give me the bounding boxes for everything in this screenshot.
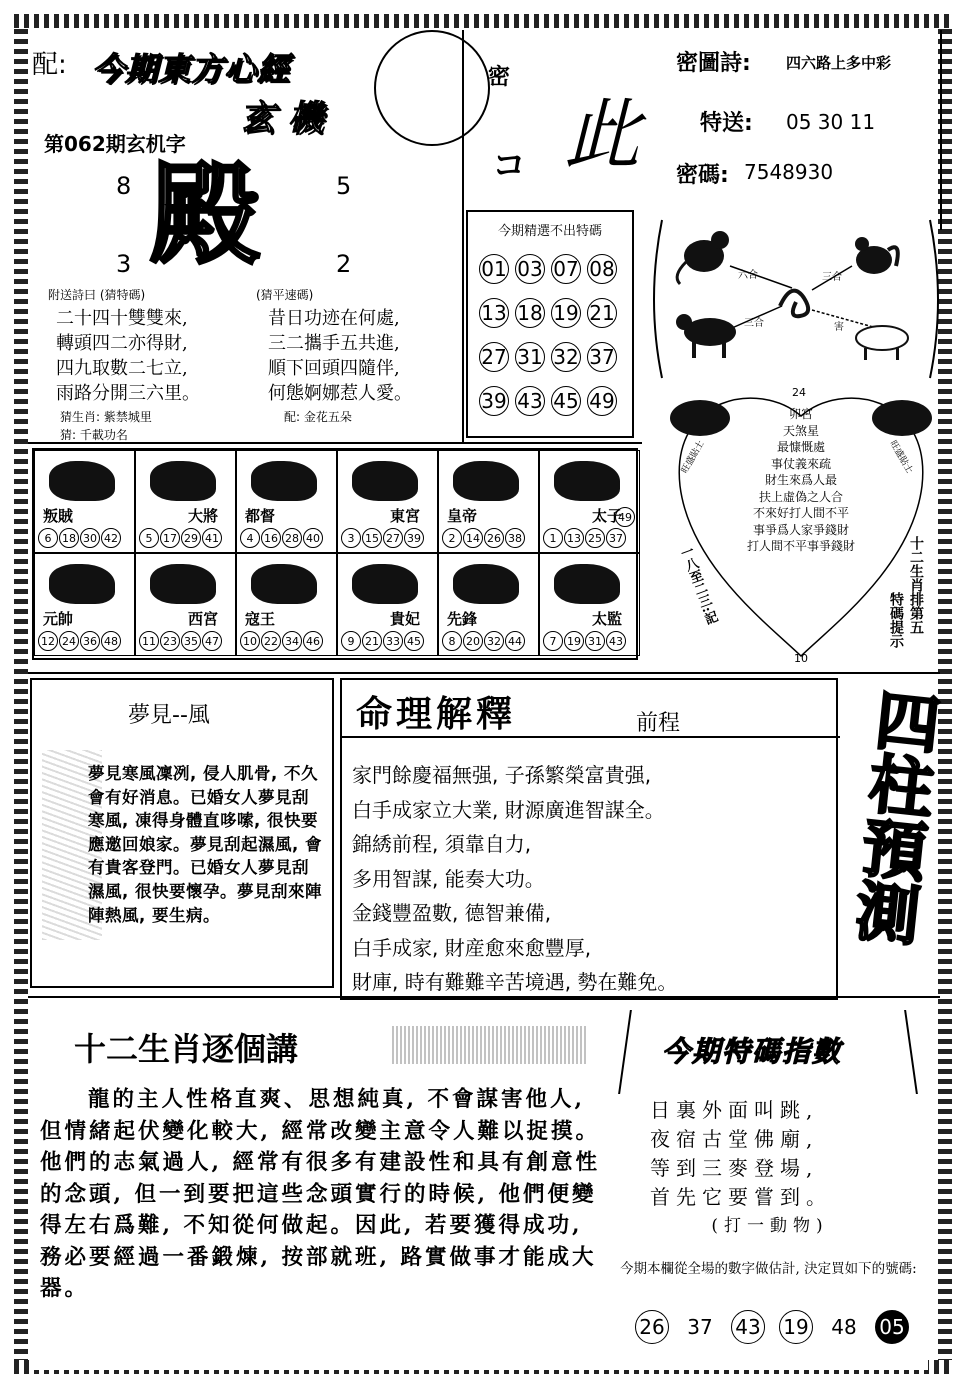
left-guess: 猜生肖: 紫禁城里 [60, 410, 152, 424]
left-poem-title: 附送詩曰 (猜特碼) [48, 288, 146, 302]
pick-number: 37 [587, 342, 617, 372]
zodiac-number: 30 [80, 528, 100, 548]
pick-number: 08 [587, 254, 617, 284]
zodiac-cell [34, 450, 135, 553]
fate-box [340, 678, 838, 1000]
zodiac-name: 先鋒 [447, 610, 478, 628]
zodiac-number: 22 [261, 631, 281, 651]
zodiac-numbers [38, 528, 121, 548]
zodiac-number: 15 [362, 528, 382, 548]
fate-line: 錦綉前程, 須靠自力, [352, 832, 532, 856]
liuhe-label: 六合 [738, 270, 758, 281]
riddle-line: 日裏外面叫跳, [650, 1098, 819, 1122]
zodiac-number: 20 [463, 631, 483, 651]
pick-number: 27 [479, 342, 509, 372]
pick-number: 49 [587, 386, 617, 416]
monkey-icon [251, 564, 317, 604]
dream-text: 夢見寒風凜冽, 侵人肌骨, 不久會有好消息。已婚女人夢見刮寒風, 凍得身體直哆嗦, 很快要應邀回娘家。夢見刮起濕風, 會有貴客登門。已婚女人夢見刮濕風, 很快要懷孕。夢見刮來陣陣熱風, 要生病。 [88, 764, 323, 925]
tip-lines [716, 406, 886, 555]
fate-title-rule [342, 736, 840, 738]
dog-icon [453, 564, 519, 604]
monkey-icon [677, 231, 729, 284]
right-poem [268, 306, 412, 406]
tip-line: 財生來爲人最 [764, 473, 837, 487]
zodiac-cell [135, 553, 236, 656]
zodiac-name: 太監 [592, 610, 623, 628]
pick-number: 13 [479, 298, 509, 328]
corner-number: 8 [116, 172, 132, 200]
vertical-divider [462, 30, 464, 442]
index-number: 19 [779, 1310, 813, 1344]
zodiac-numbers [240, 631, 323, 651]
snake-icon [780, 291, 808, 317]
zodiac-number: 40 [303, 528, 323, 548]
code-label: 密碼: [676, 163, 729, 188]
riddle [650, 1096, 890, 1241]
zodiac-numbers [139, 631, 222, 651]
poem-line: 雨路分開三六里。 [56, 383, 200, 404]
rooster-icon [352, 564, 418, 604]
fate-title: 命理解釋 [356, 694, 517, 735]
fate-line: 白手成家, 財産愈來愈豐厚, [352, 935, 592, 960]
zodiac-number: 43 [606, 631, 626, 651]
zodiac-number: 11 [139, 631, 159, 651]
left-poem [56, 306, 200, 406]
ox-icon [676, 314, 736, 358]
tip-side-left: 旺盛貼士 [679, 439, 707, 476]
grass-icon [618, 1010, 652, 1094]
zodiac-name: 都督 [245, 507, 276, 525]
zodiac-number: 16 [261, 528, 281, 548]
zodiac-number: 26 [484, 528, 504, 548]
dream-title: 夢見--風 [128, 703, 210, 728]
zodiac-cell [438, 450, 539, 553]
zodiac-number: 28 [282, 528, 302, 548]
picks-title: 今期精選不出特碼 [497, 224, 602, 239]
corner-number: 3 [116, 250, 132, 278]
picks-grid [478, 254, 624, 416]
section-rule-2 [28, 996, 940, 998]
zodiac-number: 36 [80, 631, 100, 651]
sanhe-label: 三合 [822, 272, 842, 283]
zodiac-name: 叛賊 [43, 507, 74, 525]
index-number: 37 [687, 1315, 713, 1339]
index-number: 05 [875, 1310, 909, 1344]
script-character: 此 [564, 90, 640, 179]
zodiac-number: 32 [484, 631, 504, 651]
pick-number: 45 [551, 386, 581, 416]
ox-icon [150, 461, 216, 501]
zodiac-number: 29 [181, 528, 201, 548]
riddle-character: 殿 [150, 150, 260, 279]
tiger-icon [251, 461, 317, 501]
zodiac-number: 24 [59, 631, 79, 651]
index-numbers [634, 1310, 910, 1344]
zodiac-number: 7 [543, 631, 563, 651]
story-title: 十二生肖逐個講 [74, 1030, 299, 1068]
poem-line: 轉頭四二亦得財, [56, 333, 188, 354]
index-number: 48 [831, 1315, 857, 1339]
zodiac-number: 37 [606, 528, 626, 548]
rooster-icon [855, 237, 898, 274]
bottom-rule [28, 442, 642, 444]
zodiac-number: 5 [139, 528, 159, 548]
zodiac-numbers [38, 631, 121, 651]
zodiac-number: 17 [160, 528, 180, 548]
zodiac-number: 8 [442, 631, 462, 651]
zodiac-numbers [240, 528, 323, 548]
index-box [614, 1010, 928, 1370]
zodiac-cell [539, 450, 640, 553]
zodiac-name: 大將 [188, 507, 219, 525]
riddle-line: 首先它要嘗到。 [650, 1185, 832, 1209]
secret-circle [374, 30, 490, 146]
zodiac-name: 寇王 [245, 610, 276, 628]
snake-icon [554, 461, 620, 501]
riddle-line: 等到三麥登場, [650, 1156, 819, 1180]
zodiac-name: 皇帝 [447, 507, 478, 525]
horse-icon [49, 564, 115, 604]
poem-label: 密圖詩: [676, 51, 751, 76]
poem-text: 四六路上多中彩 [786, 54, 892, 72]
zodiac-cell [135, 450, 236, 553]
zodiac-number: 3 [341, 528, 361, 548]
zodiac-number: 48 [101, 631, 121, 651]
relations-svg [652, 210, 940, 388]
zodiac-cell [438, 553, 539, 656]
zodiac-name: 東宮 [390, 507, 421, 525]
zodiac-number: 12 [38, 631, 58, 651]
tip-vertical-right-2: 特碼提示 [888, 592, 904, 648]
zodiac-cell [337, 553, 438, 656]
zodiac-numbers [341, 528, 424, 548]
zodiac-number: 35 [181, 631, 201, 651]
tip-bottom-num: 10 [794, 652, 808, 665]
zodiac-number: 4 [240, 528, 260, 548]
poem-line: 昔日功迹在何處, [268, 308, 400, 329]
pig-icon [554, 564, 620, 604]
picks-box [466, 210, 634, 438]
index-title: 今期特碼指數 [662, 1035, 843, 1068]
zodiac-numbers [442, 631, 525, 651]
top-right-rule [940, 30, 942, 230]
hai-label: 害 [834, 322, 844, 333]
zodiac-cell [539, 553, 640, 656]
zodiac-number: 45 [404, 631, 424, 651]
poem-line: 何態婀娜惹人愛。 [268, 383, 412, 404]
right-poem-title: (猜平速碼) [256, 288, 314, 302]
right-guess: 配: 金花五朵 [284, 410, 352, 424]
tip-vertical-right: 十二生肖排第五 [908, 536, 924, 634]
pick-number: 21 [587, 298, 617, 328]
zodiac-cell [236, 450, 337, 553]
tip-line: 卯宮 [788, 407, 813, 421]
poem-line: 四九取數二七立, [56, 358, 188, 379]
pillars-box [841, 682, 943, 992]
zodiac-number: 38 [505, 528, 525, 548]
story-box [30, 1004, 612, 1370]
zodiac-numbers [442, 528, 525, 548]
fate-line: 家門餘慶福無强, 子孫繁榮富貴强, [352, 763, 652, 787]
code-character: コ [492, 146, 526, 186]
tip-line: 事爭爲人家爭錢財 [752, 522, 849, 537]
tip-line: 扶上虛偽之人合 [758, 489, 843, 504]
fate-line: 財庫, 時有難難辛苦境遇, 勢在難免。 [352, 970, 678, 994]
tip-line: 最慷慨處 [776, 440, 825, 454]
zodiac-number: 42 [101, 528, 121, 548]
zodiac-numbers [543, 631, 626, 651]
zodiac-number: 19 [564, 631, 584, 651]
zodiac-name: 元帥 [43, 610, 74, 628]
pick-number: 39 [479, 386, 509, 416]
zodiac-numbers [139, 528, 222, 548]
index-number: 43 [731, 1310, 765, 1344]
zodiac-number: 6 [38, 528, 58, 548]
pick-number: 03 [515, 254, 545, 284]
fate-line: 多用智謀, 能奏大功。 [352, 866, 545, 891]
tip-line: 打人間不平事爭錢財 [746, 539, 855, 553]
mi-label: 密 [488, 64, 511, 90]
zodiac-grid [32, 448, 638, 660]
zodiac-number: 27 [383, 528, 403, 548]
poem-line: 順下回頭四隨伴, [268, 358, 400, 379]
pick-number: 01 [479, 254, 509, 284]
issue-label: 第062期玄机字 [44, 132, 186, 156]
zodiac-number: 39 [404, 528, 424, 548]
zodiac-number: 1 [543, 528, 563, 548]
zodiac-number: 2 [442, 528, 462, 548]
zodiac-name: 西宮 [188, 610, 219, 628]
zodiac-extra-number: 49 [615, 507, 635, 527]
fate-subtitle: 前程 [636, 711, 681, 736]
riddle-line: 夜宿古堂佛廟, [650, 1127, 819, 1151]
goat-icon [150, 564, 216, 604]
zodiac-number: 41 [202, 528, 222, 548]
tip-top-num: 24 [792, 386, 806, 399]
zodiac-number: 46 [303, 631, 323, 651]
zodiac-number: 25 [585, 528, 605, 548]
pick-number: 18 [515, 298, 545, 328]
riddle-line: (打一動物) [711, 1216, 829, 1236]
dragon-icon [453, 461, 519, 501]
tip-line: 事仗義來疏 [770, 456, 831, 471]
zodiac-number: 10 [240, 631, 260, 651]
story-stamp [392, 1026, 588, 1064]
pick-number: 32 [551, 342, 581, 372]
index-note: 今期本欄從全場的數字做估計, 決定買如下的號碼: [620, 1261, 917, 1277]
zodiac-cell [236, 553, 337, 656]
special-label: 特送: [700, 111, 753, 136]
rat-icon [49, 461, 115, 501]
dream-box [30, 678, 334, 988]
header-subtitle: 玄機 [240, 98, 336, 138]
tip-side-right: 旺盛貼士 [887, 439, 915, 476]
story-text: 龍的主人性格直爽、思想純真, 不會謀害他人, 但情緒起伏變化較大, 經常改變主意令人難以捉摸。他們的志氣過人, 經常有很多有建設性和具有創意性的念頭, 但一到要把這些念頭實行的時候, 他們便變得左右爲難, 不知從何做起。因此, 若要獲得成功, 務必要經過一番鍛煉, 按部就班, 路實做事才能成大器。 [40, 1087, 600, 1301]
fate-line: 白手成家立大業, 財源廣進智謀全。 [352, 797, 665, 822]
zodiac-name: 貴妃 [390, 610, 421, 628]
pick-number: 07 [551, 254, 581, 284]
tip-vertical-left: 一八至二三:記 [676, 543, 719, 627]
rabbit-icon [352, 461, 418, 501]
zodiac-number: 13 [564, 528, 584, 548]
zodiac-number: 14 [463, 528, 483, 548]
relations-diagram [652, 210, 940, 388]
pick-number: 43 [515, 386, 545, 416]
pick-number: 31 [515, 342, 545, 372]
tip-line: 不來好打人間不平 [752, 506, 849, 520]
corner-number: 5 [336, 172, 352, 200]
zodiac-cell [34, 553, 135, 656]
pick-number: 19 [551, 298, 581, 328]
zodiac-number: 34 [282, 631, 302, 651]
zodiac-numbers [543, 528, 626, 548]
zodiac-number: 44 [505, 631, 525, 651]
poem-line: 二十四十雙雙來, [56, 308, 188, 329]
section-rule [28, 672, 940, 674]
zodiac-number: 47 [202, 631, 222, 651]
zodiac-number: 9 [341, 631, 361, 651]
code-value: 7548930 [744, 160, 834, 184]
zodiac-number: 31 [585, 631, 605, 651]
corner-number: 2 [336, 250, 352, 278]
zodiac-number: 33 [383, 631, 403, 651]
zodiac-number: 18 [59, 528, 79, 548]
pig-icon [856, 326, 908, 360]
zodiac-number: 23 [160, 631, 180, 651]
grass-icon [884, 1010, 918, 1094]
index-number: 26 [635, 1310, 669, 1344]
sanhe-label: 三合 [744, 318, 764, 329]
pei-label: 配: [32, 50, 67, 80]
special-numbers: 05 30 11 [786, 110, 876, 134]
tip-line: 天煞星 [782, 423, 819, 438]
tip-panel [660, 386, 942, 670]
zodiac-numbers [341, 631, 424, 651]
header-title: 今期東方心經 [92, 50, 291, 88]
zodiac-name: 太子 [592, 507, 623, 525]
zodiac-number: 21 [362, 631, 382, 651]
pillars-title: 四柱預測 [841, 684, 943, 948]
fate-lines [352, 758, 677, 1000]
left-guess-2: 猜: 千載功名 [60, 428, 128, 442]
zodiac-cell [337, 450, 438, 553]
fate-line: 金錢豐盈數, 德智兼備, [352, 901, 552, 925]
poem-line: 三二攜手五共進, [268, 333, 400, 354]
